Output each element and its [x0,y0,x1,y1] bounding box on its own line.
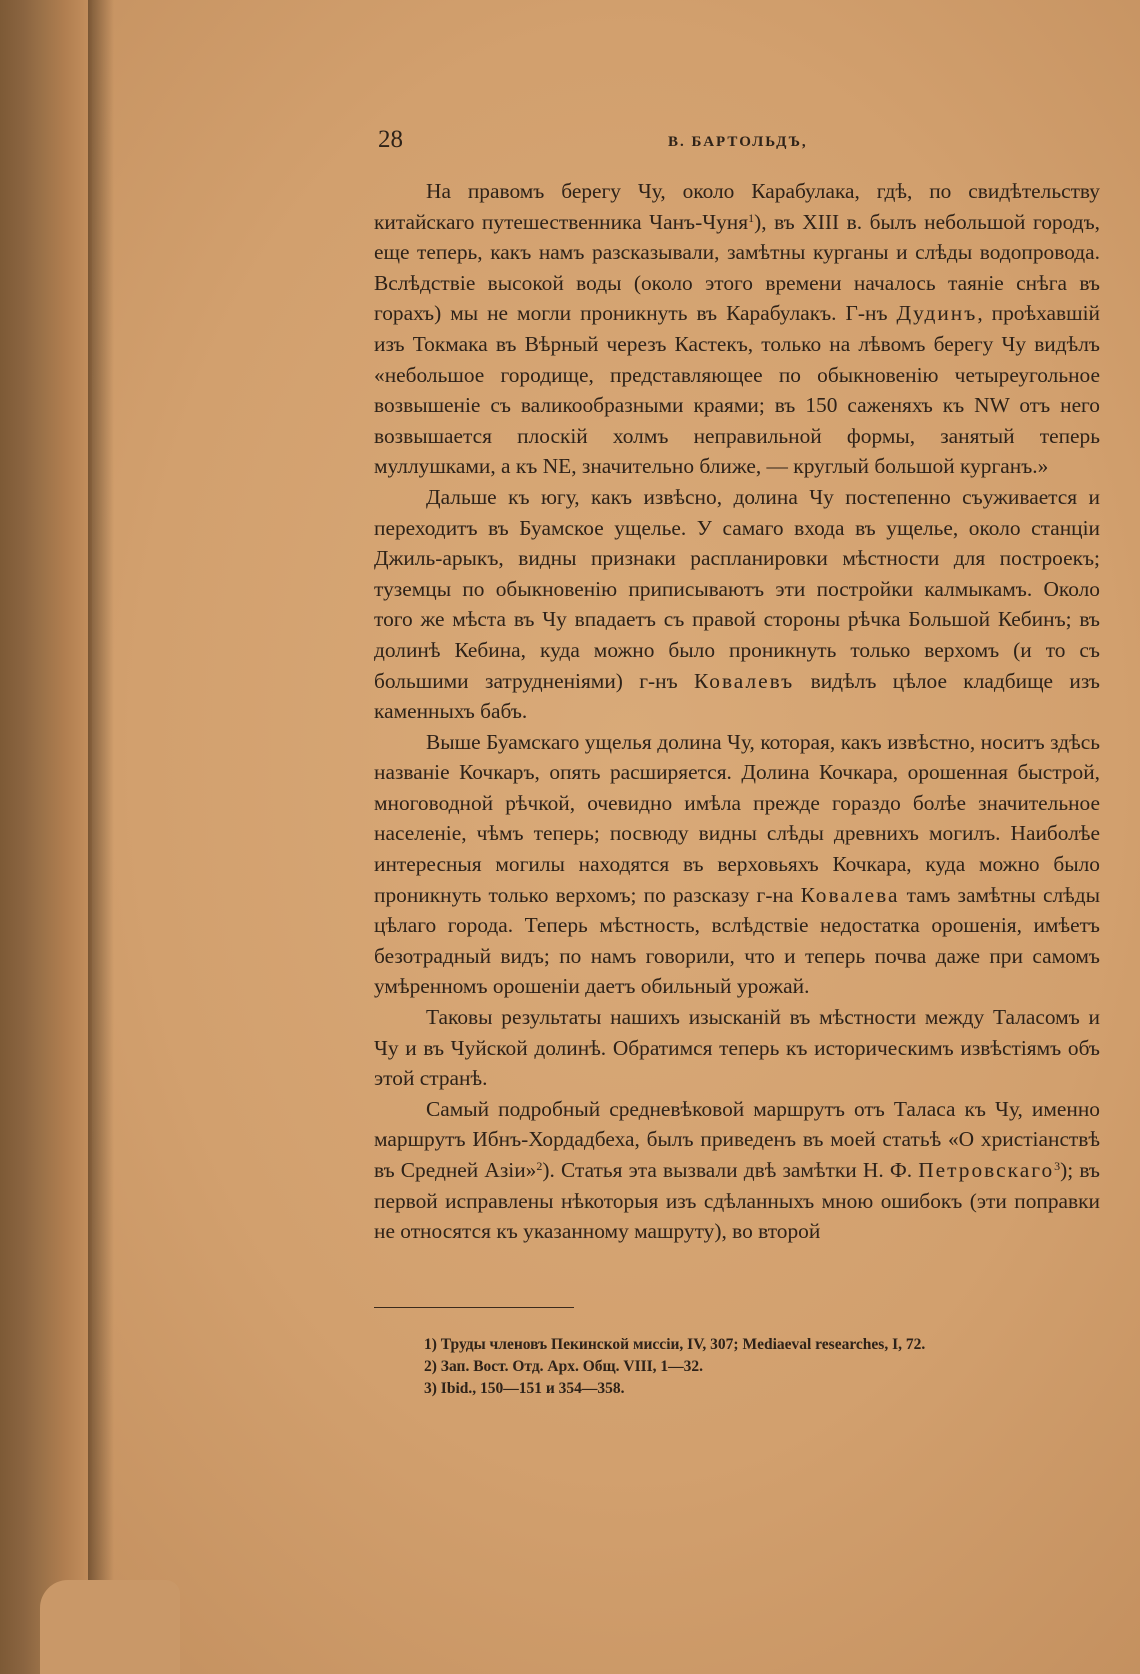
p5-text-c: ); въ первой исправлены нѣкоторыя изъ сдѣланныхъ мною ошибокъ (эти поправки не относятся къ указанному машруту), во второй [374,1158,1100,1244]
paragraph-2 [374,482,1100,727]
p2-spaced-name: Ковалевъ [694,668,795,693]
p2-text-a: Дальше къ югу, какъ извѣсно, долина Чу постепенно съуживается и переходитъ въ Буамское ущелье. У самаго входа въ ущелье, около станціи Джиль-арыкъ, видны признаки распланировки мѣстности для построекъ; туземцы по обыкновенію приписываютъ эти постройки калмыкамъ. Около того же мѣста въ Чу впадаетъ съ правой стороны рѣчка Большой Кебинъ; въ долинѣ Кебина, куда можно было проникнуть только верхомъ (и то съ большими затрудненіями) г-нъ [374,484,1100,693]
paragraph-4 [374,1002,1100,1094]
p5-spaced-name: Петровскаго [918,1158,1055,1182]
running-title: В. БАРТОЛЬДЪ, [668,134,808,150]
footnote-3: 3) Ibid., 150—151 и 354—358. [424,1380,625,1397]
p1-text-b: ), въ XIII в. былъ небольшой городъ, еще теперь, какъ намъ разсказывали, замѣтны курганы и слѣды водопровода. Вслѣдствіе высокой воды (около этого времени началось таяніе снѣга въ горахъ) мы не могли проникнуть въ Карабулакъ. Г-нъ [374,209,1100,326]
footnote-rule [374,1307,574,1308]
footnote-ref-1: 1 [748,210,755,225]
footnote-2: 2) Зап. Вост. Отд. Арх. Общ. VIII, 1—32. [424,1358,704,1375]
p2-text-b: видѣлъ цѣлое кладбище изъ каменныхъ бабъ. [374,668,1100,724]
paper-tab [40,1580,180,1674]
p3-text-a: Выше Буамскаго ущелья долина Чу, которая, какъ извѣстно, носитъ здѣсь названіе Кочкаръ, опять расширяется. Долина Кочкара, орошенная быстрой, многоводной рѣчкой, очевидно имѣла прежде гораздо болѣе значительное населеніе, чѣмъ теперь; посвюду видны слѣды древнихъ могилъ. Наиболѣе интересныя могилы находятся въ верховьяхъ Кочкара, куда можно было проникнуть только верхомъ; по разсказу г-на [374,729,1100,907]
page-number: 28 [378,126,403,153]
gutter-shadow [88,0,114,1674]
book-page-edge [0,0,92,1674]
p5-text-a: Самый подробный средневѣковой маршрутъ отъ Таласа къ Чу, именно маршрутъ Ибнъ-Хордадбеха, былъ приведенъ въ моей статьѣ «О христіанствѣ въ Средней Азіи» [374,1096,1100,1182]
body-text [374,176,1100,1247]
paragraph-3 [374,727,1100,1002]
p1-text-a: На правомъ берегу Чу, около Карабулака, гдѣ, по свидѣтельству китайскаго путешественника Чанъ-Чуня [374,179,1100,234]
footnote-1: 1) Труды членовъ Пекинской миссіи, IV, 307; Mediaeval researches, I, 72. [424,1336,926,1353]
p5-text-b: ). Статья эта вызвали двѣ замѣтки Н. Ф. [542,1158,919,1182]
paragraph-5 [374,1094,1100,1247]
footnote-ref-2: 2 [536,1159,543,1173]
p4-text-a: Таковы результаты нашихъ изысканій въ мѣстности между Таласомъ и Чу и въ Чуйской долинѣ. Обратимся теперь къ историческимъ извѣстіямъ объ этой странѣ. [374,1005,1100,1091]
p3-text-b: тамъ замѣтны слѣды цѣлаго города. Теперь мѣстность, вслѣдствіе недостатка орошенія, имѣетъ безотрадный видъ; по намъ говорили, что и теперь почва даже при самомъ умѣренномъ орошеніи даетъ обильный урожай. [374,882,1100,999]
footnote-ref-3: 3 [1054,1159,1061,1173]
page-header [378,126,1100,156]
p3-spaced-name: Ковалева [800,882,900,907]
p1-text-c: , проѣхавшій изъ Токмака въ Вѣрный черезъ Кастекъ, только на лѣвомъ берегу Чу видѣлъ «небольшое городище, представляющее по обыкновенію четыреугольное возвышеніе съ валикообразными краями; въ 150 саженяхъ къ NW отъ него возвышается плоскій холмъ неправильной формы, занятый теперь муллушками, а къ NE, значительно ближе, — круглый большой курганъ.» [374,301,1100,479]
p1-spaced-name: Дудинъ [896,301,978,326]
paragraph-1 [374,176,1100,482]
footnotes [424,1334,1104,1400]
